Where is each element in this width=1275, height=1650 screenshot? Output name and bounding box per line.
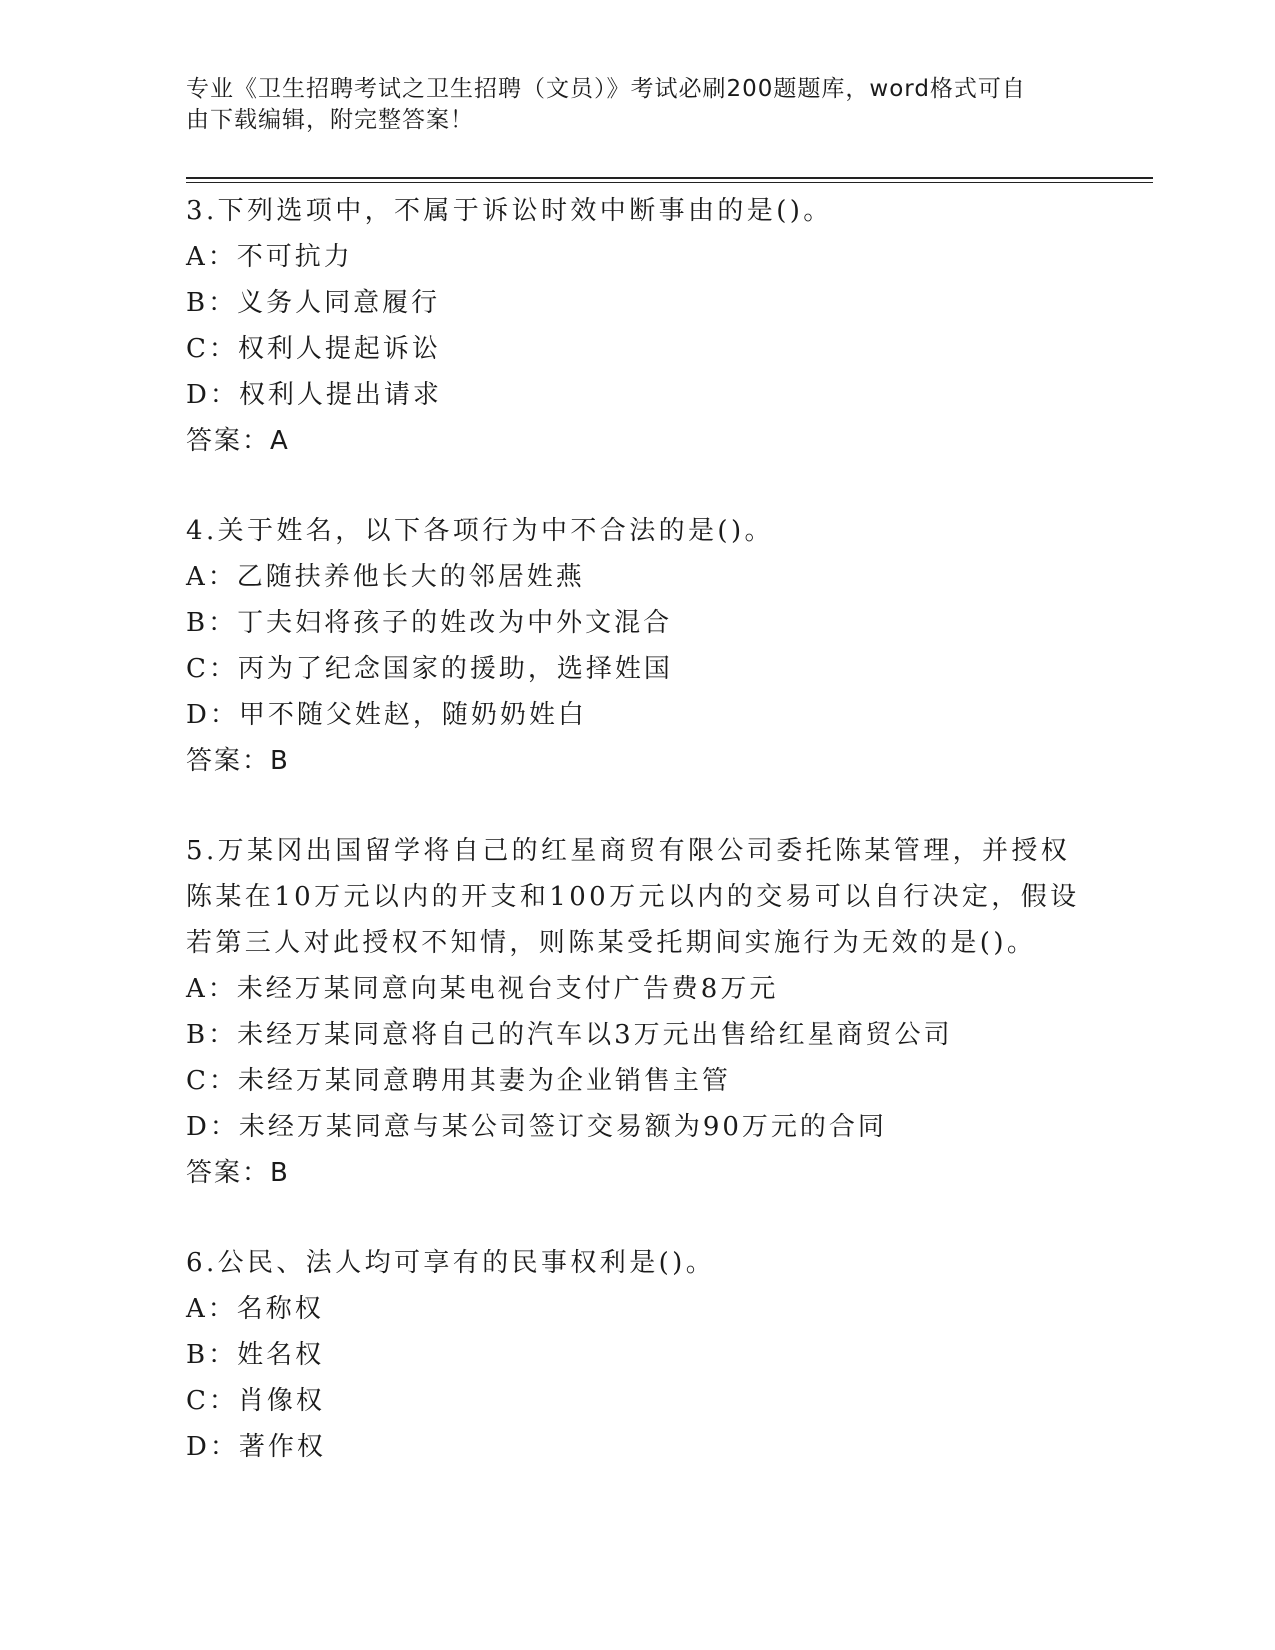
option-a: A：名称权 [186,1294,324,1324]
question-5 [186,828,1086,1196]
answer-line: 答案：B [186,746,290,776]
option-d: D：未经万某同意与某公司签订交易额为90万元的合同 [186,1112,887,1142]
option-b: B：义务人同意履行 [186,288,441,318]
question-gap [186,1196,1086,1240]
question-4 [186,508,1086,784]
header-line-1: 专业《卫生招聘考试之卫生招聘（文员）》考试必刷200题题库，word格式可自 [186,76,1026,102]
question-stem: 6.公民、法人均可享有的民事权利是()。 [186,1248,716,1278]
header-rule-thick [186,177,1153,179]
question-stem-line-2: 陈某在10万元以内的开支和100万元以内的交易可以自行决定，假设 [186,882,1080,912]
option-c: C：丙为了纪念国家的援助，选择姓国 [186,654,673,684]
option-a: A：乙随扶养他长大的邻居姓燕 [186,562,585,592]
option-a: A：不可抗力 [186,242,353,272]
option-c: C：权利人提起诉讼 [186,334,441,364]
option-b: B：未经万某同意将自己的汽车以3万元出售给红星商贸公司 [186,1020,953,1050]
header-rule-thin [186,182,1153,183]
answer-line: 答案：B [186,1158,290,1188]
option-d: D：著作权 [186,1432,326,1462]
document-header [186,74,1076,136]
question-list [186,188,1086,1470]
question-stem-line-1: 5.万某冈出国留学将自己的红星商贸有限公司委托陈某管理，并授权 [186,836,1071,866]
option-b: B：丁夫妇将孩子的姓改为中外文混合 [186,608,673,638]
question-stem: 4.关于姓名，以下各项行为中不合法的是()。 [186,516,774,546]
question-3 [186,188,1086,464]
option-d: D：甲不随父姓赵，随奶奶姓白 [186,700,587,730]
option-a: A：未经万某同意向某电视台支付广告费8万元 [186,974,779,1004]
option-b: B：姓名权 [186,1340,325,1370]
option-c: C：未经万某同意聘用其妻为企业销售主管 [186,1066,731,1096]
question-6 [186,1240,1086,1470]
option-d: D：权利人提出请求 [186,380,442,410]
question-stem-line-3: 若第三人对此授权不知情，则陈某受托期间实施行为无效的是()。 [186,928,1037,958]
option-c: C：肖像权 [186,1386,325,1416]
question-gap [186,464,1086,508]
answer-line: 答案：A [186,426,290,456]
question-stem: 3.下列选项中，不属于诉讼时效中断事由的是()。 [186,196,833,226]
header-line-2: 由下载编辑，附完整答案！ [186,107,474,133]
question-gap [186,784,1086,828]
